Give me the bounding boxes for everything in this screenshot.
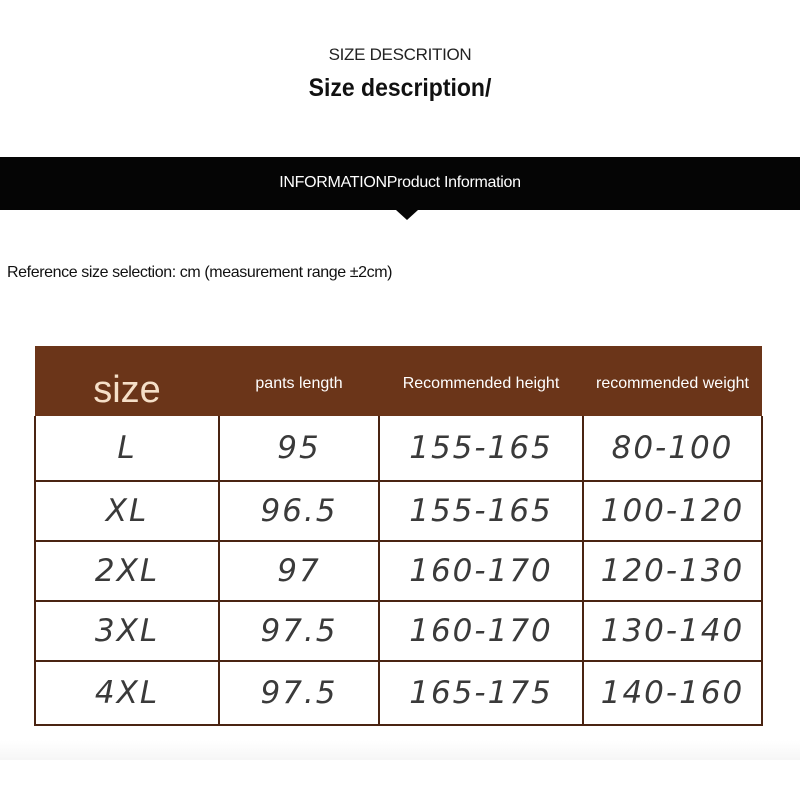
size-table [34,346,763,726]
table-header-row [35,346,762,416]
cell-pants-length: 97 [219,541,379,601]
header-pants-length: pants length [255,375,343,392]
table-row [35,416,762,481]
cell-size: XL [35,481,219,541]
cell-pants-length: 96.5 [219,481,379,541]
cell-weight: 80-100 [583,416,762,481]
cell-pants-length: 97.5 [219,601,379,661]
bottom-divider [0,740,800,760]
header-recommended-weight: recommended weight [596,375,749,392]
cell-height: 165-175 [379,661,583,725]
table-row [35,661,762,725]
cell-weight: 120-130 [583,541,762,601]
cell-pants-length: 97.5 [219,661,379,725]
banner-pointer-icon [396,210,418,220]
cell-height: 160-170 [379,601,583,661]
cell-pants-length: 95 [219,416,379,481]
cell-height: 155-165 [379,416,583,481]
cell-weight: 130-140 [583,601,762,661]
info-banner [0,157,800,210]
header-recommended-height: Recommended height [402,375,560,392]
section-title: Size description/ [308,74,492,102]
section-subtitle: SIZE DESCRITION [328,45,472,64]
cell-size: 2XL [35,541,219,601]
banner-label: INFORMATIONProduct Information [279,174,521,191]
cell-weight: 140-160 [583,661,762,725]
header-size: size [93,368,161,411]
size-table-container [34,346,761,726]
table-row [35,541,762,601]
cell-height: 160-170 [379,541,583,601]
table-row [35,601,762,661]
cell-size: L [35,416,219,481]
cell-height: 155-165 [379,481,583,541]
cell-weight: 100-120 [583,481,762,541]
table-row [35,481,762,541]
reference-note: Reference size selection: cm (measurement range ±2cm) [7,264,393,281]
cell-size: 4XL [35,661,219,725]
cell-size: 3XL [35,601,219,661]
